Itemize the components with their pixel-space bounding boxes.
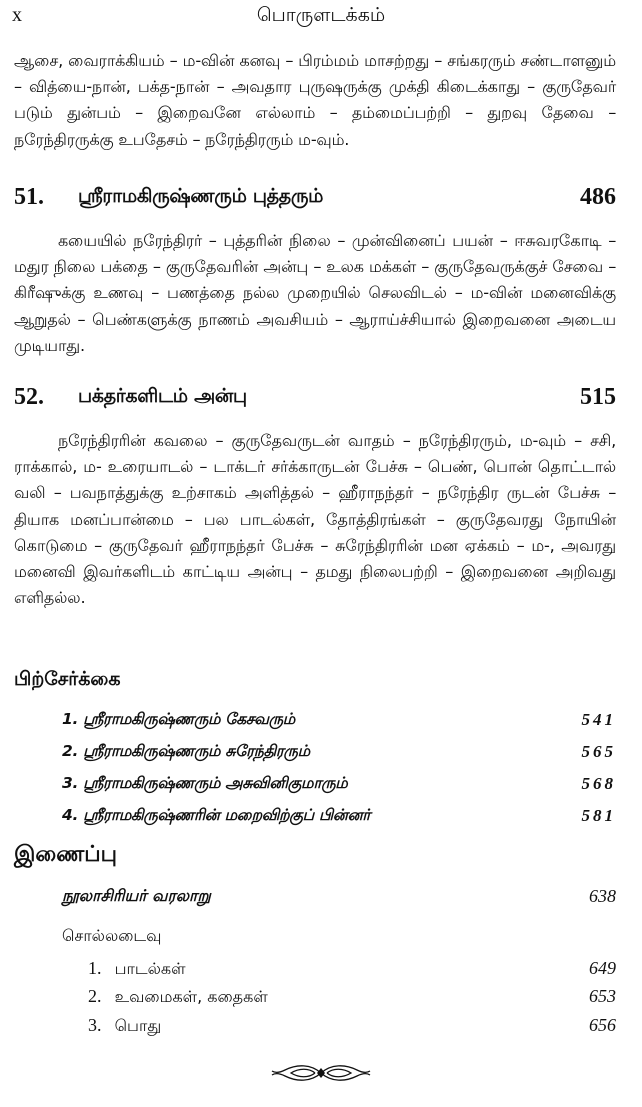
biography-entry [62, 886, 616, 912]
biography-label: நூலாசிரியர் வரலாறு [62, 886, 211, 905]
chapter-51-heading [14, 184, 616, 216]
appendix-item-page: 568 [581, 774, 616, 793]
chapter-number: 52. [14, 384, 44, 410]
appendix-item-label: 1. ஸ்ரீராமகிருஷ்ணரும் கேசவரும் [62, 710, 295, 728]
glossary-item-page: 653 [589, 986, 616, 1006]
glossary-item [88, 1015, 616, 1041]
glossary-item [88, 958, 616, 984]
glossary-item-number: 3. [88, 1015, 102, 1035]
chapter-50-summary: ஆசை, வைராக்கியம் – ம-வின் கனவு – பிரம்மம் மாசற்றது – சங்கரரும் சண்டாளனும் – வித்யை-நான், பக்த-நான் – அவதார புருஷருக்கு முக்தி கிடைக்காது – குருதேவர் படும் துன்பம் – இறைவனே எல்லாம் – தம்மைப்பற்றி – துறவு தேவை – நரேந்திரருக்கு உபதேசம் – நரேந்திரரும் ம-வும். [14, 51, 616, 149]
appendix-item-page: 565 [581, 742, 616, 761]
glossary-item-label: பொது [114, 1016, 162, 1035]
chapter-page: 486 [580, 184, 616, 210]
appendix-item-label: 2. ஸ்ரீராமகிருஷ்ணரும் சுரேந்திரரும் [62, 742, 310, 760]
glossary-item-number: 2. [88, 986, 102, 1006]
glossary-label: சொல்லடைவு [62, 926, 162, 945]
page-number: x [12, 4, 22, 26]
running-title: பொருளடக்கம் [256, 4, 386, 26]
floral-divider-icon [271, 1061, 371, 1085]
appendix-item-label: 4. ஸ்ரீராமகிருஷ்ணரின் மறைவிற்குப் பின்னர் [62, 806, 371, 824]
appendix-item [62, 806, 616, 832]
appendix-item-page: 581 [581, 806, 616, 825]
chapter-page: 515 [580, 384, 616, 410]
glossary-item-page: 656 [589, 1015, 616, 1035]
appendix-item-label: 3. ஸ்ரீராமகிருஷ்ணரும் அசுவினிகுமாரும் [62, 774, 348, 792]
chapter-number: 51. [14, 184, 44, 210]
glossary-item-label: உவமைகள், கதைகள் [114, 987, 268, 1006]
appendix-item-page: 541 [581, 710, 616, 729]
glossary-item-page: 649 [589, 958, 616, 978]
chapter-title: ஸ்ரீராமகிருஷ்ணரும் புத்தரும் [78, 185, 324, 207]
biography-page: 638 [589, 886, 616, 906]
glossary-item-label: பாடல்கள் [114, 959, 186, 978]
chapter-51-summary [14, 228, 616, 359]
chapter-52-heading [14, 384, 616, 416]
appendix-item [62, 742, 616, 768]
chapter-51-text: கயையில் நரேந்திரர் – புத்தரின் நிலை – முன்வினைப் பயன் – ஈசுவரகோடி – மதுர நிலை பக்தை – குருதேவரின் அன்பு – உலக மக்கள் – குருதேவருக்குச் சேவை – கிரீஷுக்கு உணவு – பணத்தை நல்ல முறையில் செலவிடல் – ம-வின் மனைவிக்கு ஆறுதல் – பெண்களுக்கு நாணம் அவசியம் – ஆராய்ச்சியால் இறைவனை அடைய முடியாது. [14, 231, 616, 355]
chapter-52-text: நரேந்திரரின் கவலை – குருதேவருடன் வாதம் – நரேந்திரரும், ம-வும் – சசி, ராக்கால், ம- உரையாடல் – டாக்டர் சர்க்காருடன் பேச்சு – பெண், பொன் தொட்டால் வலி – பவநாத்துக்கு உற்சாகம் அளித்தல் – ஹீராநந்தர் – நரேந்திர ருடன் பேச்சு – தியாக மனப்பான்மை – பல பாடல்கள், தோத்திரங்கள் – குருதேவரது நோயின் கொடுமை – குருதேவர் ஹீராநந்தர் பேச்சு – சுரேந்திரரின் மன ஏக்கம் – ம-, அவரது மனைவி இவர்களிடம் காட்டிய அன்பு – தமது நிலைபற்றி – இறைவனை அறிவது எளிதல்ல. [14, 431, 616, 608]
annex-heading: இணைப்பு [14, 842, 117, 867]
chapter-title: பக்தர்களிடம் அன்பு [78, 385, 247, 407]
appendix-item [62, 710, 616, 736]
glossary-item-number: 1. [88, 958, 102, 978]
appendix-heading: பிற்சேர்க்கை [14, 668, 121, 690]
page-header [0, 4, 642, 30]
glossary-item [88, 986, 616, 1012]
chapter-52-summary [14, 428, 616, 611]
appendix-item [62, 774, 616, 800]
